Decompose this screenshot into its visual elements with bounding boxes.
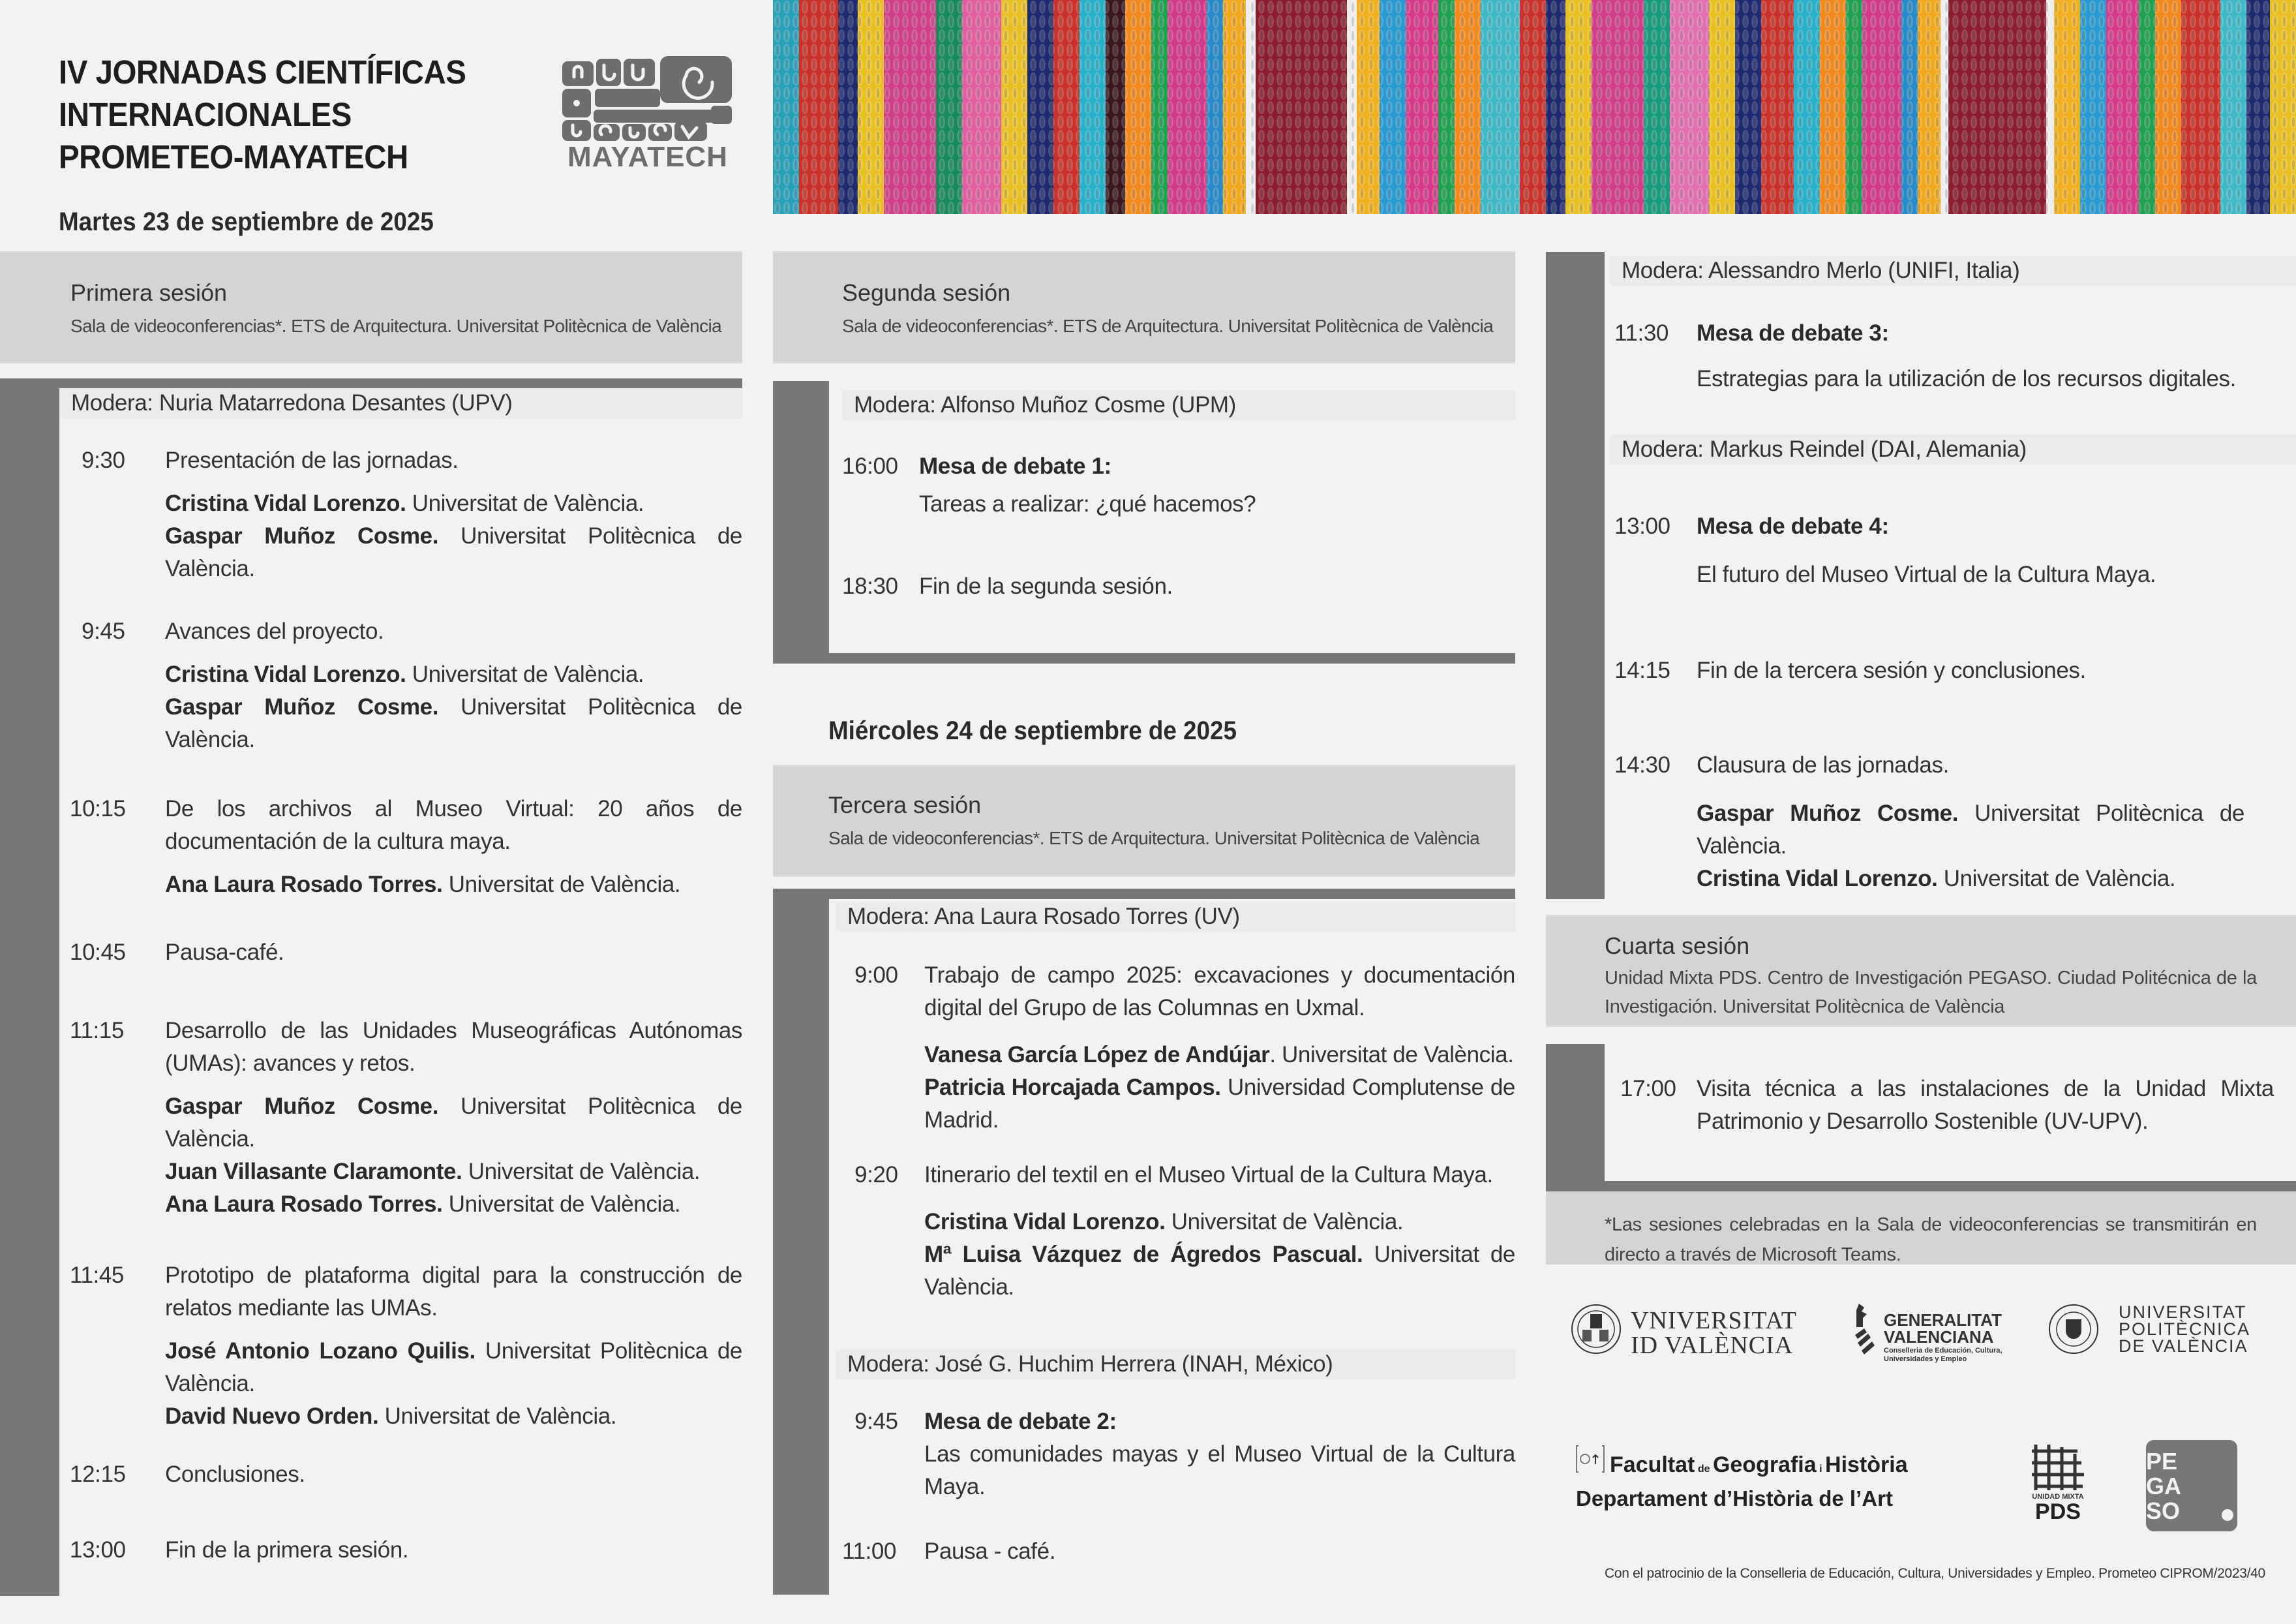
speaker: Mª Luisa Vázquez de Ágredos Pascual. Universitat de València. xyxy=(924,1242,1515,1300)
speaker: José Antonio Lozano Quilis. Universitat Politècnica de València. xyxy=(165,1338,742,1396)
textile-banner-image xyxy=(773,0,2296,214)
agenda-title: Clausura de las jornadas. xyxy=(1697,752,1949,778)
agenda-title: Presentación de las jornadas. xyxy=(165,448,459,473)
agenda-title: Mesa de debate 1: xyxy=(919,453,1111,479)
session-box-tercera-part2 xyxy=(1546,252,2296,899)
session-title: Cuarta sesión xyxy=(1605,932,1750,959)
sponsor-credit: Con el patrocinio de la Conselleria de Educación, Cultura, Universidades y Empleo. Prometeo CIPROM/2023/40 xyxy=(1605,1566,2265,1581)
speaker: Juan Villasante Claramonte. Universitat de València. xyxy=(165,1159,701,1184)
session-header-primera xyxy=(0,251,742,363)
speaker: Cristina Vidal Lorenzo. Universitat de València. xyxy=(165,662,644,687)
pegaso-dot-icon xyxy=(2222,1509,2233,1521)
event-title-line-1: IV JORNADAS CIENTÍFICAS xyxy=(59,54,466,91)
speaker: Gaspar Muñoz Cosme. Universitat Politècnica de València. xyxy=(165,523,742,581)
agenda-subtitle: Tareas a realizar: ¿qué hacemos? xyxy=(919,491,1256,517)
agenda-time: 9:20 xyxy=(854,1162,898,1187)
agenda-title: Visita técnica a las instalaciones de la Unidad Mixta Patrimonio y Desarrollo Sostenible (UV-UPV). xyxy=(1697,1076,2274,1134)
agenda-title: Desarrollo de las Unidades Museográficas Autónomas (UMAs): avances y retos. xyxy=(165,1018,742,1076)
logo-universitat-politecnica-valencia: UNIVERSITAT POLITÈCNICA DE VALÈNCIA xyxy=(2048,1304,2296,1356)
logo-generalitat-valenciana: GENERALITAT VALENCIANA Conselleria de Educación, Cultura, Universidades y Empleo xyxy=(1852,1302,2022,1361)
event-title xyxy=(59,51,520,178)
agenda-title: Conclusiones. xyxy=(165,1462,305,1487)
agenda-time: 14:30 xyxy=(1614,752,1670,778)
agenda-title: Prototipo de plataforma digital para la construcción de relatos mediante las UMAs. xyxy=(165,1263,742,1321)
agenda-title: Fin de la segunda sesión. xyxy=(919,574,1173,599)
moderator-label: Modera: Ana Laura Rosado Torres (UV) xyxy=(836,902,1515,932)
logo-unidad-mixta-pds: UNIDAD MIXTA PDS xyxy=(2027,1441,2089,1519)
session-header-segunda xyxy=(773,251,1515,363)
gva-bat-icon xyxy=(1852,1302,1881,1355)
session-title: Segunda sesión xyxy=(842,279,1011,306)
moderator-label: Modera: Alessandro Merlo (UNIFI, Italia) xyxy=(1610,256,2296,286)
agenda-time: 9:45 xyxy=(82,619,125,644)
agenda-time: 13:00 xyxy=(1614,513,1670,539)
session-box-segunda xyxy=(773,381,1515,664)
session-header-tercera xyxy=(773,765,1515,877)
agenda-time: 11:00 xyxy=(842,1539,896,1564)
agenda-time: 17:00 xyxy=(1620,1076,1676,1101)
agenda-title: Fin de la tercera sesión y conclusiones. xyxy=(1697,658,2086,683)
maya-glyph-icon xyxy=(562,56,733,141)
agenda-subtitle: El futuro del Museo Virtual de la Cultura Maya. xyxy=(1697,562,2156,587)
fgh-compass-icon xyxy=(1576,1445,1605,1473)
agenda-time: 11:15 xyxy=(70,1018,124,1043)
speaker: Gaspar Muñoz Cosme. Universitat Politècnica de València. xyxy=(165,1094,742,1152)
agenda-time: 10:45 xyxy=(70,940,126,965)
session-box-cuarta xyxy=(1546,1044,2296,1191)
agenda-title: Pausa-café. xyxy=(165,940,284,965)
day-heading-wednesday: Miércoles 24 de septiembre de 2025 xyxy=(828,716,1237,745)
session-header-cuarta xyxy=(1546,915,2296,1027)
mayatech-logo xyxy=(562,56,733,174)
session-box-primera xyxy=(0,378,742,1596)
agenda-time: 10:15 xyxy=(70,796,126,821)
moderator-label: Modera: Alfonso Muñoz Cosme (UPM) xyxy=(842,390,1515,420)
agenda-title: Fin de la primera sesión. xyxy=(165,1537,409,1563)
agenda-title: Pausa - café. xyxy=(924,1539,1056,1564)
mayatech-wordmark: MAYATECH xyxy=(567,141,728,173)
speaker: Cristina Vidal Lorenzo. Universitat de València. xyxy=(1697,866,2176,891)
logo-universitat-valencia: VNIVERSITAT ID VALÈNCIA xyxy=(1571,1304,1819,1356)
speaker: Vanesa García López de Andújar. Universitat de València. xyxy=(924,1042,1514,1067)
speaker: Ana Laura Rosado Torres. Universitat de València. xyxy=(165,872,681,897)
agenda-time: 9:00 xyxy=(854,962,898,988)
agenda-title: Avances del proyecto. xyxy=(165,619,384,644)
agenda-time: 11:30 xyxy=(1614,320,1669,346)
agenda-time: 18:30 xyxy=(842,574,898,599)
agenda-subtitle: Las comunidades mayas y el Museo Virtual de la Cultura Maya. xyxy=(924,1441,1515,1499)
speaker: Gaspar Muñoz Cosme. Universitat Politècnica de València. xyxy=(1697,801,2244,859)
upv-seal-icon xyxy=(2048,1304,2099,1355)
event-title-line-2: INTERNACIONALES xyxy=(59,96,352,133)
agenda-time: 16:00 xyxy=(842,453,898,479)
session-title: Primera sesión xyxy=(70,279,228,306)
speaker: David Nuevo Orden. Universitat de València. xyxy=(165,1403,617,1429)
speaker: Gaspar Muñoz Cosme. Universitat Politècnica de València. xyxy=(165,694,742,752)
agenda-title: De los archivos al Museo Virtual: 20 años de documentación de la cultura maya. xyxy=(165,796,742,854)
moderator-label: Modera: Markus Reindel (DAI, Alemania) xyxy=(1610,435,2296,465)
session-place: Sala de videoconferencias*. ETS de Arquitectura. Universitat Politècnica de València xyxy=(70,316,722,336)
uv-seal-icon xyxy=(1571,1304,1622,1355)
agenda-title: Mesa de debate 3: xyxy=(1697,320,1889,346)
session-place: Sala de videoconferencias*. ETS de Arquitectura. Universitat Politècnica de València xyxy=(842,316,1494,336)
agenda-title: Trabajo de campo 2025: excavaciones y documentación digital del Grupo de las Columnas en Uxmal. xyxy=(924,962,1515,1020)
agenda-title: Mesa de debate 2: xyxy=(924,1409,1117,1434)
logo-pegaso: PE GA SO xyxy=(2146,1440,2237,1531)
moderator-label: Modera: Nuria Matarredona Desantes (UPV) xyxy=(59,388,742,418)
agenda-title: Itinerario del textil en el Museo Virtual de la Cultura Maya. xyxy=(924,1162,1493,1187)
agenda-subtitle: Estrategias para la utilización de los recursos digitales. xyxy=(1697,366,2236,391)
logo-facultat-geografia-historia: Facultat de Geografia i Història Departament d’Història de l’Art xyxy=(1576,1442,1980,1514)
speaker: Cristina Vidal Lorenzo. Universitat de València. xyxy=(924,1209,1404,1234)
moderator-label: Modera: José G. Huchim Herrera (INAH, México) xyxy=(836,1349,1515,1379)
speaker: Cristina Vidal Lorenzo. Universitat de València. xyxy=(165,491,644,516)
session-place: Unidad Mixta PDS. Centro de Investigación PEGASO. Ciudad Politécnica de la Investigación. Universitat Politècnica de València xyxy=(1605,968,2257,1017)
speaker: Ana Laura Rosado Torres. Universitat de València. xyxy=(165,1191,681,1217)
agenda-time: 11:45 xyxy=(70,1263,124,1288)
agenda-time: 14:15 xyxy=(1614,658,1670,683)
event-title-line-3: PROMETEO-MAYATECH xyxy=(59,138,408,176)
streaming-note: *Las sesiones celebradas en la Sala de videoconferencias se transmitirán en directo a través de Microsoft Teams. xyxy=(1546,1191,2296,1264)
day-heading-tuesday: Martes 23 de septiembre de 2025 xyxy=(59,207,434,236)
pds-knot-icon xyxy=(2029,1441,2088,1493)
speaker: Patricia Horcajada Campos. Universidad Complutense de Madrid. xyxy=(924,1075,1515,1133)
agenda-time: 13:00 xyxy=(70,1537,126,1563)
session-place: Sala de videoconferencias*. ETS de Arquitectura. Universitat Politècnica de València xyxy=(828,828,1480,848)
agenda-time: 9:30 xyxy=(82,448,125,473)
session-box-tercera-part1 xyxy=(773,889,1515,1595)
session-title: Tercera sesión xyxy=(828,791,982,818)
agenda-time: 12:15 xyxy=(70,1462,126,1487)
agenda-time: 9:45 xyxy=(854,1409,898,1434)
agenda-title: Mesa de debate 4: xyxy=(1697,513,1889,539)
